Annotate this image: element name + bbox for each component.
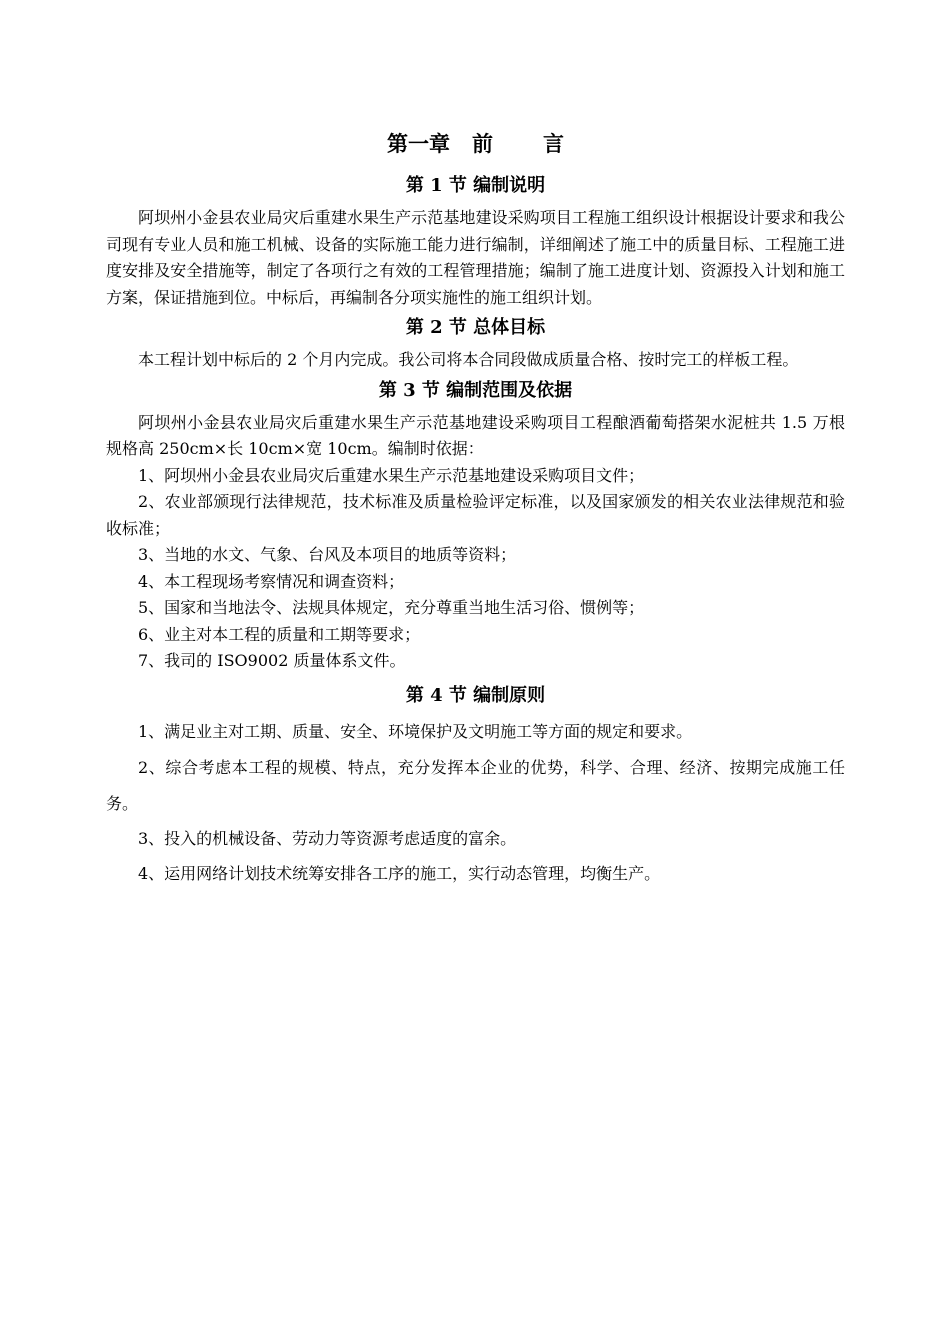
section-heading: 第 3 节 编制范围及依据 [378,379,573,401]
section-heading: 第 4 节 编制原则 [405,684,546,706]
chapter-word-2: 言 [543,131,564,156]
list-item: 7、我司的 ISO9002 质量体系文件。 [138,651,406,670]
list-item: 3、投入的机械设备、劳动力等资源考虑适度的富余。 [138,828,517,848]
chapter-number: 第一章 [387,131,450,156]
list-item: 2、农业部颁现行法律规范，技术标准及质量检验评定标准，以及国家颁发的相关农业法律规范和验收标准； [106,492,845,538]
paragraph: 阿坝州小金县农业局灾后重建水果生产示范基地建设采购项目工程施工组织设计根据设计要求和我公司现有专业人员和施工机械、设备的实际施工能力进行编制，详细阐述了施工中的质量目标、工程施工进度安排及安全措施等，制定了各项行之有效的工程管理措施；编制了施工进度计划、资源投入计划和施工方案，保证措施到位。中标后，再编制各分项实施性的施工组织计划。 [106,208,845,307]
chapter-title [106,128,845,160]
list-item: 6、业主对本工程的质量和工期等要求； [138,624,421,644]
list-item: 4、运用网络计划技术统筹安排各工序的施工，实行动态管理，均衡生产。 [138,863,661,883]
section-heading: 第 1 节 编制说明 [405,175,546,196]
section-heading: 第 2 节 总体目标 [405,317,546,338]
list-item: 2、综合考虑本工程的规模、特点，充分发挥本企业的优势，科学、合理、经济、按期完成施工任务。 [106,757,845,813]
list-item: 4、本工程现场考察情况和调查资料； [138,571,405,591]
list-item: 3、当地的水文、气象、台风及本项目的地质等资料； [138,545,517,564]
list-item: 5、国家和当地法令、法规具体规定，充分尊重当地生活习俗、惯例等； [138,598,645,617]
chapter-word-1: 前 [472,131,493,156]
paragraph: 阿坝州小金县农业局灾后重建水果生产示范基地建设采购项目工程酿酒葡萄搭架水泥桩共 1.5 万根规格高 250cm×长 10cm×宽 10cm。编制时依据： [106,412,845,458]
list-item: 1、阿坝州小金县农业局灾后重建水果生产示范基地建设采购项目文件； [138,465,645,485]
paragraph: 本工程计划中标后的 2 个月内完成。我公司将本合同段做成质量合格、按时完工的样板工程。 [138,350,799,369]
list-item: 1、满足业主对工期、质量、安全、环境保护及文明施工等方面的规定和要求。 [138,721,693,741]
